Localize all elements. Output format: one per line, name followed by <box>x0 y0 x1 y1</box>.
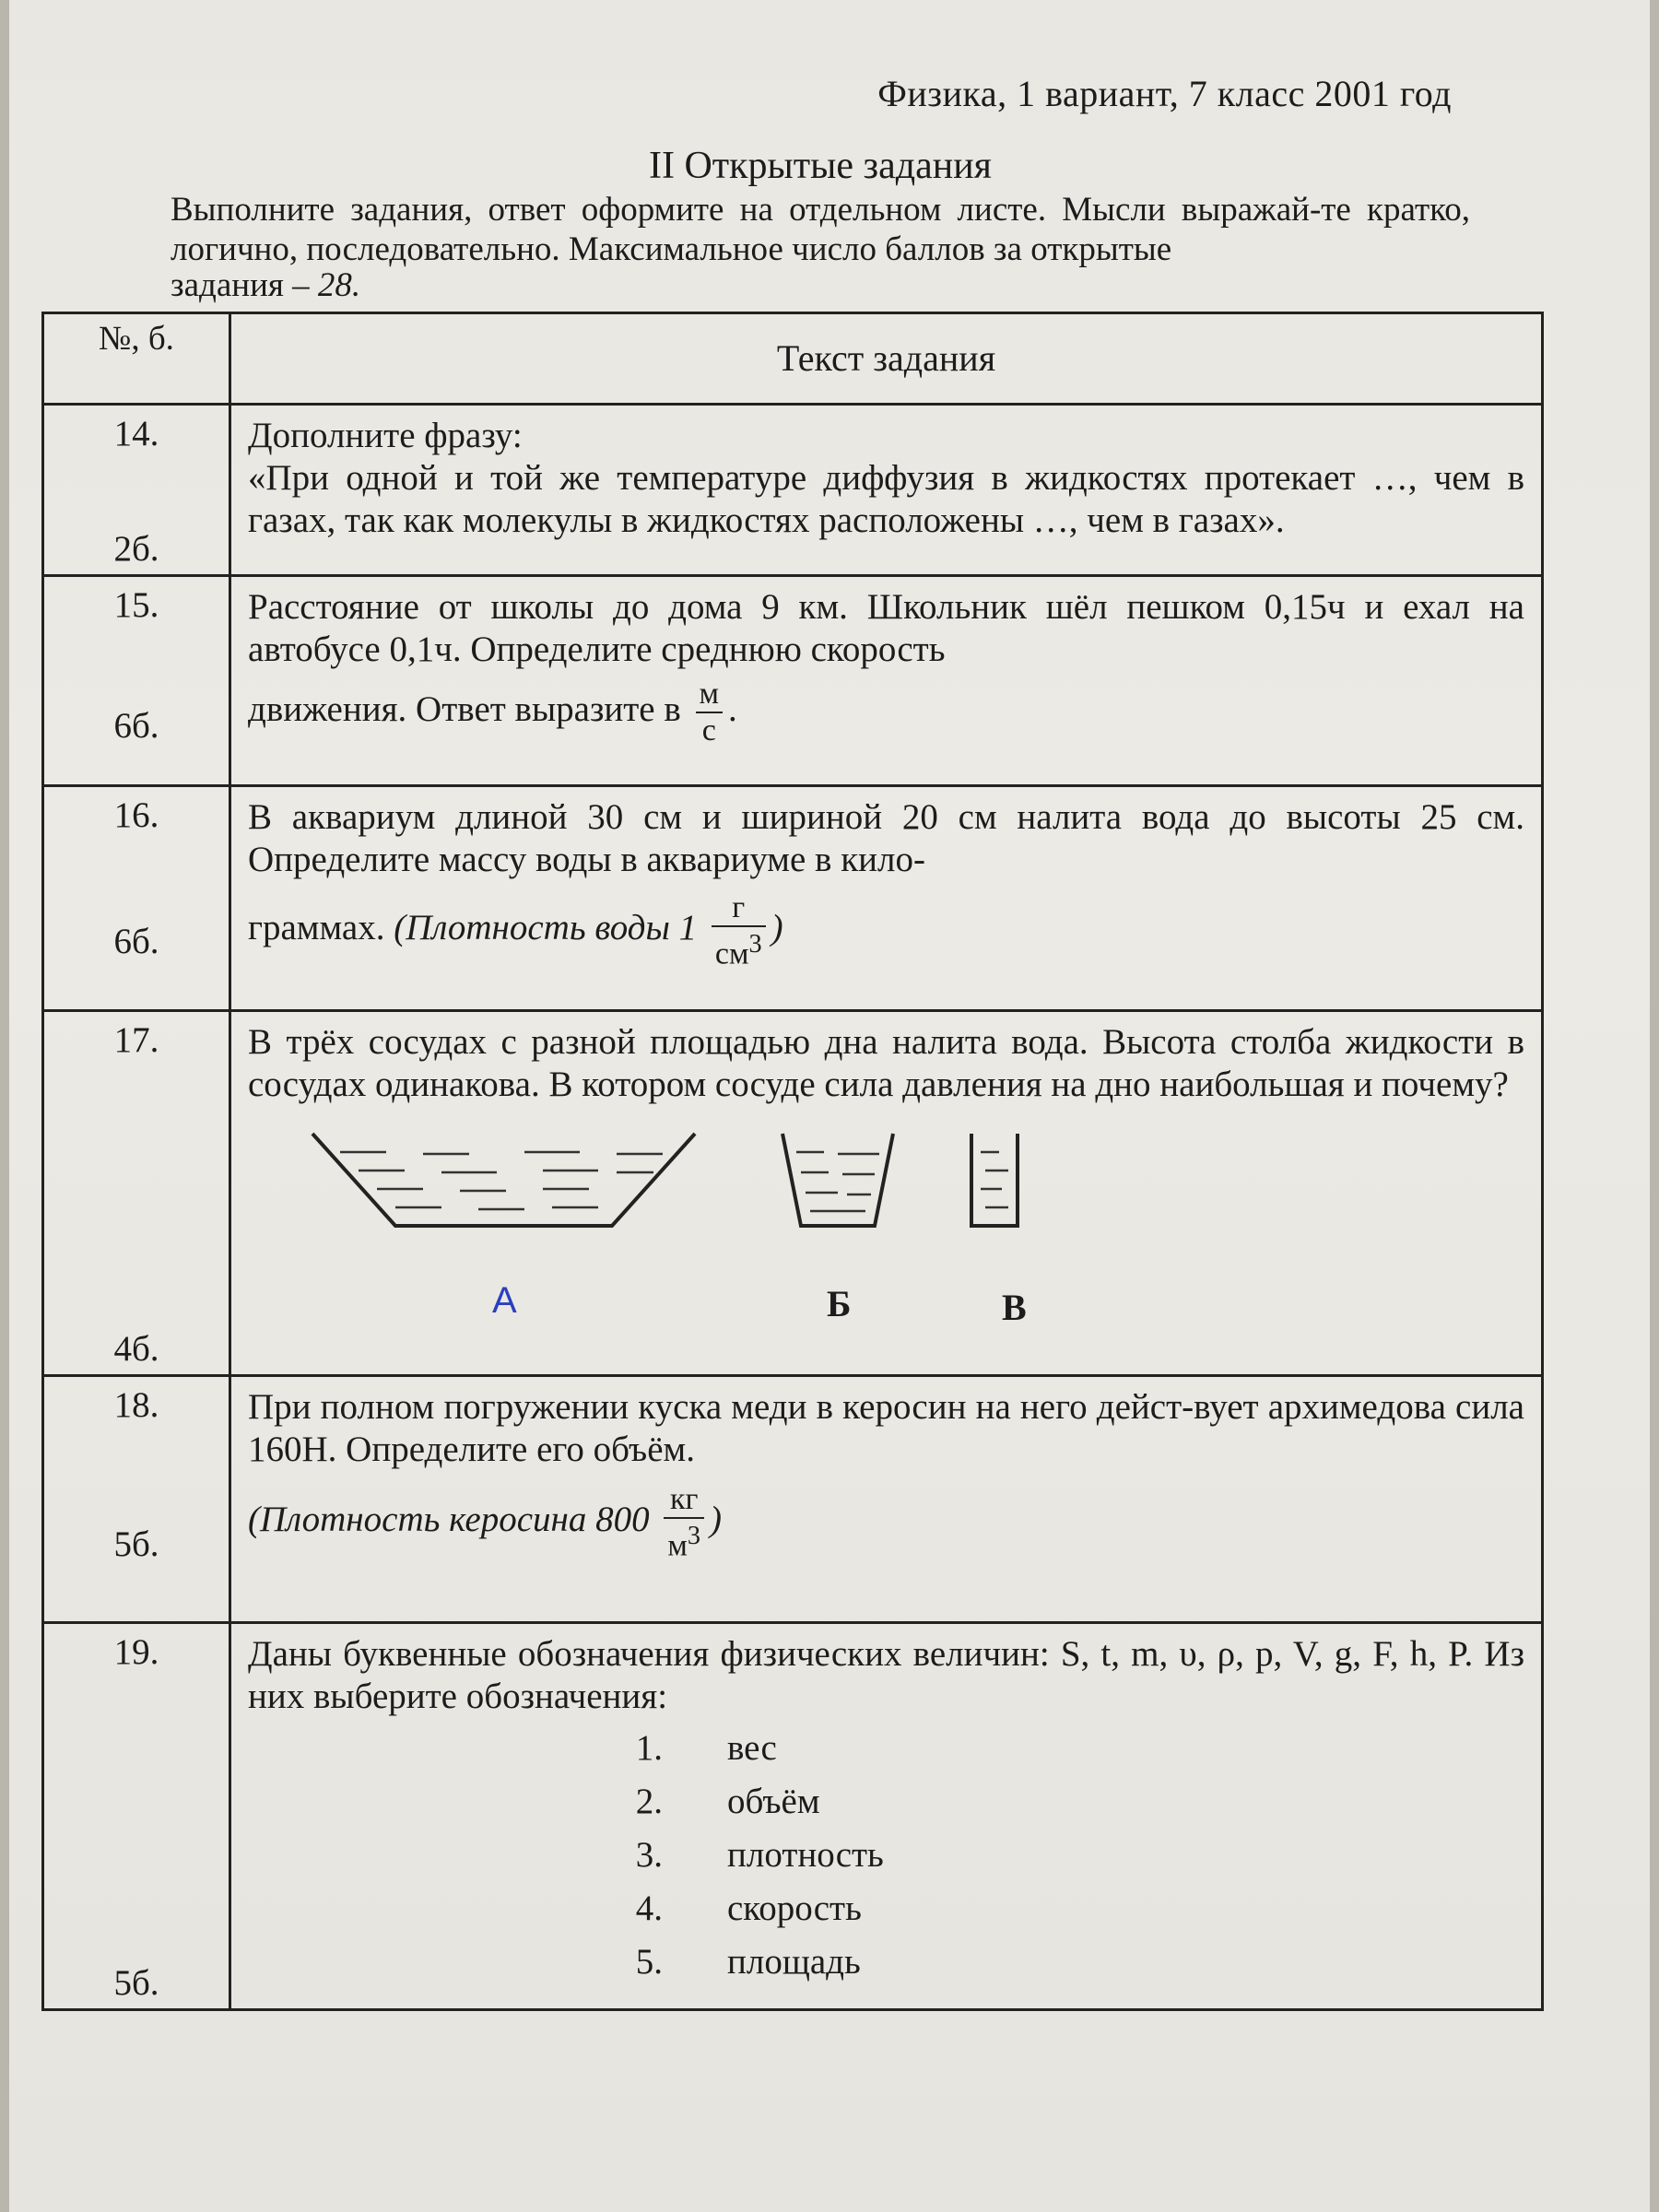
task-text: При полном погружении куска меди в керосин на него дейст-вует архимедова сила 160Н. Определите его объём. <box>248 1387 1524 1469</box>
task-number: 19. <box>113 1632 159 1672</box>
task-text-cell <box>230 786 1543 1011</box>
exponent: 3 <box>748 930 762 959</box>
task-number: 18. <box>113 1385 159 1425</box>
fraction-numerator: м <box>699 677 720 711</box>
task-points: 4б. <box>113 1329 159 1369</box>
list-item-number: 5. <box>635 1942 663 1982</box>
task-row-19 <box>43 1623 1543 2010</box>
task-points: 2б. <box>113 529 159 569</box>
fraction-numerator: кг <box>669 1482 699 1516</box>
task-row-16 <box>43 786 1543 1011</box>
exponent: 3 <box>687 1522 701 1550</box>
task-text: Расстояние от школы до дома 9 км. Школьник шёл пешком 0,15ч и ехал на автобусе 0,1ч. Определите среднюю скорость <box>248 587 1524 669</box>
denominator-unit: м <box>667 1528 688 1563</box>
task-text-line: Дополните фразу: <box>248 416 523 455</box>
section-title: II Открытые задания <box>648 145 992 187</box>
task-num-cell <box>43 405 230 576</box>
tasks-table <box>41 312 1544 2011</box>
paper-sheet <box>9 0 1650 2212</box>
task-number: 17. <box>113 1020 159 1060</box>
task-text-cell <box>230 576 1543 786</box>
density-note: (Плотность воды 1 <box>394 908 698 948</box>
task-text: Даны буквенные обозначения физических величин: S, t, m, υ, ρ, p, V, g, F, h, P. Из них выберите обозначения: <box>248 1634 1524 1716</box>
list-item <box>248 1936 1524 1989</box>
document-header: Физика, 1 вариант, 7 класс 2001 год <box>877 73 1452 114</box>
task-text-cell <box>230 1376 1543 1623</box>
list-item-number: 1. <box>635 1728 663 1768</box>
task-text-last-line <box>248 1482 1524 1563</box>
denominator-unit: см <box>714 936 749 971</box>
fraction-denominator <box>712 927 766 971</box>
unit-fraction <box>712 890 766 971</box>
task-num-cell <box>43 1623 230 2010</box>
task-num-cell <box>43 576 230 786</box>
task-text-cell <box>230 1623 1543 2010</box>
list-item-text: вес <box>727 1728 777 1768</box>
task-text-cell <box>230 1011 1543 1376</box>
task-text-prefix: граммах. <box>248 908 385 948</box>
task-num-cell <box>43 786 230 1011</box>
list-item <box>248 1882 1524 1936</box>
list-item <box>248 1829 1524 1882</box>
unit-fraction <box>664 1482 704 1563</box>
list-item-number: 2. <box>635 1782 663 1821</box>
task-text-last-line: движения. Ответ выразите в $\frac{м}{с}$ . <box>248 677 737 747</box>
task-num-cell <box>43 1376 230 1623</box>
vessel-label-c: В <box>1002 1287 1027 1328</box>
task-text: В аквариум длиной 30 см и шириной 20 см налита вода до высоты 25 см. Определите массу воды в аквариуме в кило- <box>248 797 1524 879</box>
task-text-last-line <box>248 890 1524 971</box>
fraction-numerator: г <box>732 890 746 924</box>
list-item <box>248 1722 1524 1775</box>
task-row-15 <box>43 576 1543 786</box>
task-number: 16. <box>113 795 159 835</box>
answer-list <box>248 1722 1524 1989</box>
table-header-row <box>43 313 1543 405</box>
list-item <box>248 1775 1524 1829</box>
vessel-label-b: Б <box>827 1283 852 1324</box>
unit-fraction <box>696 677 724 748</box>
task-points: 5б. <box>113 1524 159 1564</box>
header-num: №, б. <box>43 313 230 405</box>
task-row-14 <box>43 405 1543 576</box>
task-text: В трёх сосудах с разной площадью дна налита вода. Высота столба жидкости в сосудах одинакова. В котором сосуде сила давления на дно наибольшая и почему? <box>248 1022 1524 1104</box>
task-number: 14. <box>113 414 159 453</box>
list-item-text: объём <box>727 1782 820 1821</box>
task-text-prefix: движения. Ответ выразите в <box>248 688 681 729</box>
task-row-17 <box>43 1011 1543 1376</box>
vessel-c-outline <box>971 1134 1018 1226</box>
list-item-number: 4. <box>635 1888 663 1928</box>
task-num-cell <box>43 1011 230 1376</box>
vessels-drawing <box>248 1115 1354 1281</box>
task-number: 15. <box>113 585 159 625</box>
list-item-text: площадь <box>727 1942 861 1982</box>
instructions-text: Выполните задания, ответ оформите на отдельном листе. Мысли выражай-те кратко, логично, последовательно. Максимальное число баллов за открытые <box>171 191 1470 268</box>
header-text: Текст задания <box>230 313 1543 405</box>
task-points: 6б. <box>113 922 159 961</box>
instructions-prefix: задания – <box>171 266 310 304</box>
vessel-a-outline <box>312 1134 695 1226</box>
task-text-line: «При одной и той же температуре диффузия в жидкостях протекает …, чем в газах, так как молекулы в жидкостях расположены …, чем в газах». <box>248 458 1524 540</box>
task-text-cell <box>230 405 1543 576</box>
task-row-18 <box>43 1376 1543 1623</box>
task-points: 5б. <box>113 1963 159 2003</box>
vessel-label-a: А <box>492 1280 517 1321</box>
task-points: 6б. <box>113 706 159 746</box>
vessels-figure <box>248 1115 1524 1327</box>
list-item-text: скорость <box>727 1888 862 1928</box>
density-note: (Плотность керосина 800 <box>248 1500 650 1540</box>
closing-paren: ) <box>771 908 783 948</box>
list-item-text: плотность <box>727 1835 884 1875</box>
list-item-number: 3. <box>635 1835 663 1875</box>
water-lines <box>340 1152 1008 1211</box>
instructions-last-line <box>171 265 360 305</box>
fraction-denominator <box>664 1519 704 1563</box>
closing-paren: ) <box>710 1500 723 1540</box>
max-points-value: 28. <box>317 266 361 304</box>
fraction-denominator: с <box>701 713 716 747</box>
